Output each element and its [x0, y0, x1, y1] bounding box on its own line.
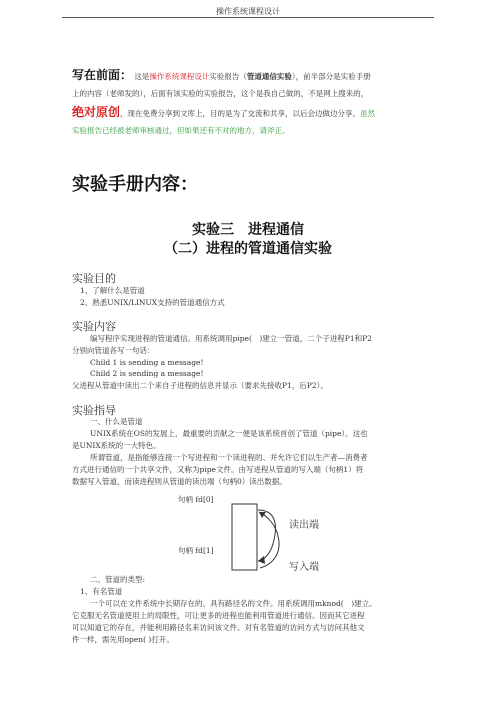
types-subheading: 二、管道的类型: — [90, 575, 146, 584]
content-line: 编写程序实现进程的管道通信。用系统调用pipe( )建立一管道，二个子进程P1和P2 — [90, 334, 372, 343]
intro-text: 这是 — [134, 72, 150, 81]
guide-line: 方式进行通信的一个共享文件，又称为pipe文件。由写进程从管道的写入端（句柄1）将 — [72, 465, 364, 474]
intro-line-2: 上的内容（老师发的），后面有该实验的实验报告，这个是我自己做的，不是网上搜来的， — [72, 89, 369, 98]
diagram-read-end-label: 读出端 — [289, 520, 319, 531]
types-line: 一个可以在文件系统中长期存在的、具有路径名的文件。用系统调用mknod( )建立。 — [90, 599, 377, 608]
guide-line: UNIX系统在OS的发展上，最重要的贡献之一便是该系统首创了管道（pipe）。这也 — [90, 429, 368, 438]
guide-line: 所谓管道，是指能够连接一个写进程和一个读进程的、并允许它们以生产者—消费者 — [90, 453, 368, 462]
pipe-box — [232, 504, 257, 570]
purpose-item: 2、熟悉UNIX/LINUX支持的管道通信方式 — [80, 298, 225, 307]
content-line: 父进程从管道中读出二个来自子进程的信息并显示（要求先接收P1，后P2）。 — [72, 381, 328, 390]
section-content-heading: 实验内容 — [72, 320, 116, 333]
experiment-subtitle: （二）进程的管道通信实验 — [164, 241, 332, 257]
guide-line: 数据写入管道，而读进程则从管道的读出端（句柄0）读出数据。 — [72, 477, 287, 486]
intro-line-4: 实验报告已经被老师审核通过，但如果还有不对的地方，请斧正。 — [72, 126, 290, 135]
content-line: 分别向管道各写一句话： — [72, 346, 155, 355]
intro-line-3 — [72, 105, 375, 121]
intro-text: ），前半部分是实验手册 — [291, 72, 371, 81]
content-line: Child 1 is sending a message! — [90, 358, 204, 367]
manual-heading: 实验手册内容： — [72, 174, 198, 195]
intro-note: 虽然 — [360, 109, 376, 118]
diagram-fd1-label: 句柄 fd[1] — [178, 546, 214, 555]
read-arrow-head — [258, 556, 265, 564]
intro-experiment-name: 管道通信实验 — [246, 72, 292, 81]
content-line: Child 2 is sending a message! — [90, 369, 204, 378]
intro-course-name: 操作系统课程设计 — [149, 72, 210, 81]
intro-line-1 — [72, 68, 371, 84]
header-rule — [62, 17, 434, 18]
original-label: 绝对原创 — [72, 105, 121, 119]
intro-lead: 写在前面： — [72, 68, 133, 82]
intro-text: 实验报告（ — [209, 72, 247, 81]
types-line: 可以知道它的存在，并能利用路径名来访问该文件。对有名管道的访问方式与访问其他文 — [72, 623, 365, 632]
diagram-fd0-label: 句柄 fd[0] — [178, 495, 214, 504]
diagram-write-end-label: 写入端 — [289, 562, 319, 573]
intro-text: ，现在免费分享到文库上，目的是为了交流和共享，以后会边做边分享。 — [120, 109, 361, 118]
types-line: 它克服无名管道使用上的局限性，可让更多的进程也能利用管道进行通信。因而其它进程 — [72, 611, 365, 620]
section-purpose-heading: 实验目的 — [72, 272, 116, 285]
guide-line: 是UNIX系统的一大特色。 — [72, 441, 161, 450]
types-line: 件一样，需先用open( )打开。 — [72, 635, 174, 644]
section-guide-heading: 实验指导 — [72, 404, 116, 417]
purpose-item: 1、了解什么是管道 — [80, 286, 145, 295]
page-header: 操作系统课程设计 — [216, 7, 280, 16]
experiment-title: 实验三 进程通信 — [192, 222, 304, 238]
types-item: 1、有名管道 — [80, 587, 123, 596]
guide-subheading: 一、什么是管道 — [90, 417, 143, 426]
